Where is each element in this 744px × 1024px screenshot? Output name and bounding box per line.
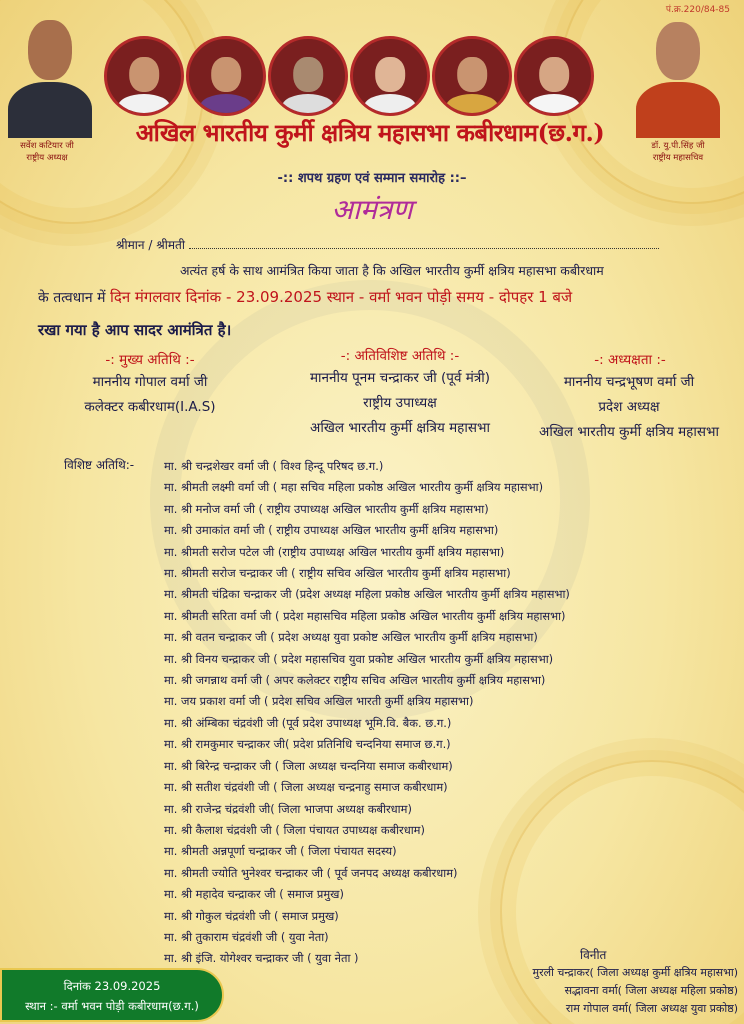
presidency-heading: -: अध्यक्षता :-	[594, 352, 666, 368]
list-item: मा. श्री चन्द्रशेखर वर्मा जी ( विश्व हिन्दू परिषद छ.ग.)	[164, 459, 384, 473]
list-item: मा. श्री कैलाश चंद्रवंशी जी ( जिला पंचायत उपाध्यक्ष कबीरधाम)	[164, 822, 425, 837]
distinguished-guests-label: विशिष्ट अतिथि:-	[64, 458, 135, 472]
list-item: मा. श्री उमाकांत वर्मा जी ( राष्ट्रीय उपाध्यक्ष अखिल भारतीय कुर्मी क्षत्रिय महासभा)	[164, 523, 499, 538]
organization-title: अखिल भारतीय कुर्मी क्षत्रिय महासभा कबीरधाम(छ.ग.)	[135, 118, 605, 147]
list-item: मा. श्री विनय चन्द्राकर जी ( प्रदेश महासचिव युवा प्रकोष्ट अखिल भारतीय कुर्मी क्षत्रिय महासभा)	[164, 651, 554, 666]
special-guest-name: माननीय पूनम चन्द्राकर जी (पूर्व मंत्री)	[309, 370, 491, 386]
left-leader-photo	[4, 10, 96, 138]
special-guest-title: राष्ट्रीय उपाध्यक्ष	[363, 395, 437, 411]
intro-line-3: रखा गया है आप सादर आमंत्रित है।	[38, 321, 232, 339]
special-guest-heading: -: अतिविशिष्ट अतिथि :-	[340, 348, 460, 364]
portrait-6	[514, 36, 594, 116]
list-item: मा. श्री इंजि. योगेश्वर चन्द्राकर जी ( युवा नेता )	[164, 951, 359, 966]
presidency-block	[515, 370, 743, 445]
list-item: मा. श्रीमती अन्नपूर्णा चन्द्राकर जी ( जिला पंचायत सदस्य)	[164, 844, 397, 859]
list-item: मा. श्री बिरेन्द्र चन्द्राकर जी ( जिला अध्यक्ष चन्दनिया समाज कबीरधाम)	[164, 758, 453, 773]
list-item: मा. श्री महादेव चन्द्राकर जी ( समाज प्रमुख)	[164, 887, 344, 902]
vineet-label: विनीत	[580, 948, 607, 962]
portrait-2	[186, 36, 266, 116]
list-item: सद्भावना वर्मा( जिला अध्यक्ष महिला प्रकोष्ठ)	[564, 984, 738, 997]
list-item: मा. श्री राजेन्द्र चंद्रवंशी जी( जिला भाजपा अध्यक्ष कबीरधाम)	[164, 801, 412, 816]
list-item: मा. श्री अंम्बिका चंद्रवंशी जी (पूर्व प्रदेश उपाध्यक्ष भूमि.वि. बैक. छ.ग.)	[164, 715, 452, 730]
portrait-1	[104, 36, 184, 116]
list-item: राम गोपाल वर्मा( जिला अध्यक्ष युवा प्रकोष्ठ)	[565, 1002, 738, 1015]
special-guest-org: अखिल भारतीय कुर्मी क्षत्रिय महासभा	[310, 420, 490, 436]
list-item: मा. श्री मनोज वर्मा जी ( राष्ट्रीय उपाध्यक्ष अखिल भारतीय कुर्मी क्षत्रिय महासभा)	[164, 501, 489, 516]
list-item: मा. श्री तुकाराम चंद्रवंशी जी ( युवा नेता)	[164, 929, 329, 944]
aamantran-logo-text: आमंत्रण	[331, 193, 413, 226]
chief-guest-title: कलेक्टर कबीरधाम(I.A.S)	[84, 399, 216, 415]
right-leader-caption	[628, 140, 728, 164]
list-item: मा. श्रीमती सरिता वर्मा जी ( प्रदेश महासचिव महिला प्रकोष्ठ अखिल भारतीय कुर्मी क्षत्रिय महासभा)	[164, 608, 566, 623]
salutation-line	[116, 236, 659, 253]
vineet-list	[448, 964, 738, 1018]
date-venue-badge	[0, 968, 224, 1022]
intro-line-1: अत्यंत हर्ष के साथ आमंत्रित किया जाता है कि अखिल भारतीय कुर्मी क्षत्रिय महासभा कबीरधाम	[180, 263, 604, 278]
list-item: मा. श्रीमती सरोज चन्द्राकर जी ( राष्ट्रीय सचिव अखिल भारतीय कुर्मी क्षत्रिय महासभा)	[164, 566, 511, 581]
list-item: मा. श्री गोकुल चंद्रवंशी जी ( समाज प्रमुख)	[164, 908, 339, 923]
list-item: मा. श्रीमती चंद्रिका चन्द्राकर जी (प्रदेश अध्यक्ष महिला प्रकोष्ठ अखिल भारतीय कुर्मी क्षत्रिय महासभा)	[164, 587, 570, 602]
distinguished-guests-list	[164, 456, 570, 970]
salutation-blank	[189, 248, 659, 249]
intro-line-2-prefix: के तत्वधान में	[38, 290, 106, 306]
presidency-name: माननीय चन्द्रभूषण वर्मा जी	[563, 374, 695, 390]
event-details: दिन मंगलवार दिनांक - 23.09.2025 स्थान - वर्मा भवन पोड़ी समय - दोपहर 1 बजे	[109, 288, 573, 306]
list-item: मा. श्रीमती ज्योति भुनेश्वर चन्द्राकर जी ( पूर्व जनपद अध्यक्ष कबीरधाम)	[164, 865, 458, 880]
right-leader-name: डॉ. यु.पी.सिंह जी	[651, 141, 705, 151]
list-item: मा. श्री सतीश चंद्रवंशी जी ( जिला अध्यक्ष चन्द्रनाहु समाज कबीरधाम)	[164, 780, 448, 795]
portrait-3	[268, 36, 348, 116]
footer-date: दिनांक 23.09.2025	[63, 979, 161, 993]
left-leader-name: सर्वेश कटियार जी	[20, 141, 74, 151]
list-item: मा. श्रीमती सरोज पटेल जी (राष्ट्रीय उपाध्यक्ष अखिल भारतीय कुर्मी क्षत्रिय महासभा)	[164, 544, 505, 559]
portrait-4	[350, 36, 430, 116]
list-item: मा. श्रीमती लक्ष्मी वर्मा जी ( महा सचिव महिला प्रकोष्ठ अखिल भारतीय कुर्मी क्षत्रिय महासभा)	[164, 480, 544, 495]
list-item: मा. श्री वतन चन्द्राकर जी ( प्रदेश अध्यक्ष युवा प्रकोष्ट अखिल भारतीय कुर्मी क्षत्रिय महासभा)	[164, 630, 538, 645]
presidency-title: प्रदेश अध्यक्ष	[598, 399, 660, 415]
chief-guest-name: माननीय गोपाल वर्मा जी	[92, 374, 208, 390]
left-leader-caption	[0, 140, 94, 164]
salutation-text: श्रीमान / श्रीमती	[116, 238, 185, 252]
chief-guest-heading: -: मुख्य अतिथि :-	[105, 352, 195, 368]
list-item: मुरली चन्द्राकर( जिला अध्यक्ष कुर्मी क्षत्रिय महासभा)	[532, 966, 738, 979]
footer-venue: स्थान :- वर्मा भवन पोड़ी कबीरधाम(छ.ग.)	[25, 999, 199, 1013]
list-item: मा. श्री जगन्नाथ वर्मा जी ( अपर कलेक्टर राष्ट्रीय सचिव अखिल भारतीय कुर्मी क्षत्रिय महासभा)	[164, 673, 546, 688]
special-guest-block	[270, 366, 530, 441]
right-leader-role: राष्ट्रीय महासचिव	[652, 153, 704, 163]
presidency-org: अखिल भारतीय कुर्मी क्षत्रिय महासभा	[539, 424, 719, 440]
registration-number: पं.क्र.220/84-85	[665, 5, 730, 15]
list-item: मा. जय प्रकाश वर्मा जी ( प्रदेश सचिव अखिल भारती कुर्मी क्षत्रिय महासभा)	[164, 694, 474, 709]
chief-guest-block	[30, 370, 270, 420]
left-leader-role: राष्ट्रीय अध्यक्ष	[26, 153, 68, 163]
portrait-5	[432, 36, 512, 116]
intro-line-2	[38, 287, 572, 307]
event-subtitle: -:: शपथ ग्रहण एवं सम्मान समारोह ::–	[277, 171, 467, 186]
right-leader-photo	[630, 12, 726, 138]
list-item: मा. श्री रामकुमार चन्द्राकर जी( प्रदेश प्रतिनिधि चन्दनिया समाज छ.ग.)	[164, 737, 451, 752]
